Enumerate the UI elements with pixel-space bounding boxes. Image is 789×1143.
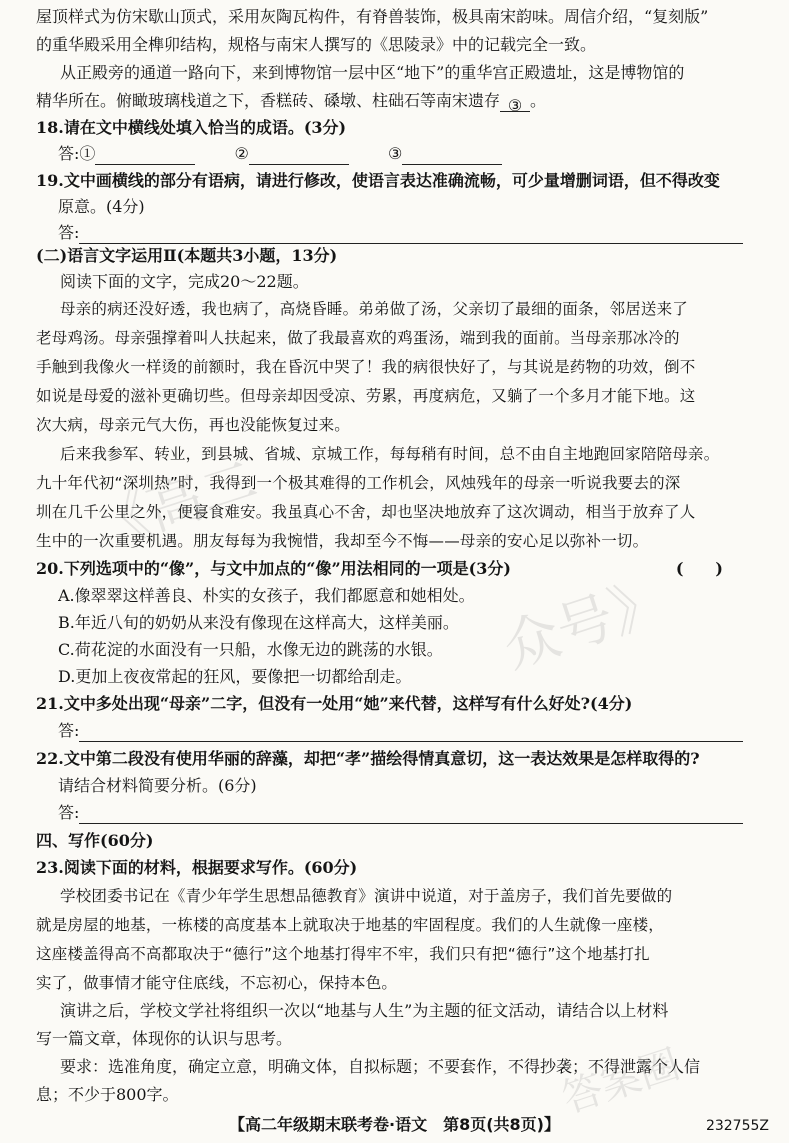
material-line: 演讲之后，学校文学社将组织一次以“地基与人生”为主题的征文活动，请结合以上材料 <box>60 1001 669 1020</box>
answer-paren[interactable]: ( ) <box>675 559 723 578</box>
passage-line: 九十年代初“深圳热”时，我得到一个极其难得的工作机会，风烛残年的母亲一听说我要去的深 <box>36 474 681 492</box>
question-21: 21.文中多处出现“母亲”二字，但没有一处用“她”来代替，这样写有什么好处?(4分) <box>36 694 633 713</box>
instruction: 阅读下面的文字，完成20～22题。 <box>60 272 309 291</box>
requirements-cont: 息；不少于800字。 <box>36 1085 179 1104</box>
text-line: 屋顶样式为仿宋歇山顶式，采用灰陶瓦构件，有脊兽装饰，极具南宋韵味。周信介绍，“复刻版” <box>36 7 709 26</box>
blank-3-answer[interactable] <box>402 148 502 165</box>
answer-19: 答: <box>58 222 759 244</box>
passage-line: 圳在几千公里之外，便寝食难安。我虽真心不舍，却也坚决地放弃了这次调动，相当于放弃了人 <box>36 503 696 521</box>
requirements: 要求：选准角度，确定立意，明确文体，自拟标题；不要套作，不得抄袭；不得泄露个人信 <box>60 1057 701 1076</box>
answer-line[interactable] <box>79 807 743 824</box>
answer-line[interactable] <box>79 227 743 244</box>
answer-22: 答: <box>58 802 759 824</box>
question-20: 20.下列选项中的“像”，与文中加点的“像”用法相同的一项是(3分) ( ) <box>36 559 723 578</box>
passage-line: 次大病，母亲元气大伤，再也没能恢复过来。 <box>36 416 351 434</box>
watermark: 众号》 <box>495 567 676 682</box>
option-d[interactable]: D.更加上夜夜常起的狂风，要像把一切都给刮走。 <box>58 667 412 686</box>
watermark-logo: 答案圈 <box>556 1041 686 1123</box>
question-23: 23.阅读下面的材料，根据要求写作。(60分) <box>36 858 358 877</box>
text-line: 精华所在。俯瞰玻璃栈道之下，香糕砖、磉墩、柱础石等南宋遗存 ③ 。 <box>36 91 547 112</box>
blank-2[interactable] <box>249 148 349 165</box>
passage-line: 生中的一次重要机遇。朋友每每为我惋惜，我却至今不悔——母亲的安心足以弥补一切。 <box>36 532 649 550</box>
material-line: 实了，做事情才能守住底线，不忘初心，保持本色。 <box>36 974 398 992</box>
passage-line: 老母鸡汤。母亲强撑着叫人扶起来，做了我最喜欢的鸡蛋汤，端到我的面前。当母亲那冰冷的 <box>36 329 680 347</box>
question-22: 22.文中第二段没有使用华丽的辞藻，却把“孝”描绘得情真意切，这一表达效果是怎样取得的? <box>36 749 700 768</box>
option-a[interactable]: A.像翠翠这样善良、朴实的女孩子，我们都愿意和她相处。 <box>58 586 475 605</box>
option-b[interactable]: B.年近八旬的奶奶从来没有像现在这样高大，这样美丽。 <box>58 613 459 632</box>
material-line: 这座楼盖得高不高都取决于“德行”这个地基打得牢不牢，我们只有把“德行”这个地基打扎 <box>36 945 650 963</box>
option-c[interactable]: C.荷花淀的水面没有一只船，水像无边的跳荡的水银。 <box>58 640 443 659</box>
material-line: 学校团委书记在《青少年学生思想品德教育》演讲中说道，对于盖房子，我们首先要做的 <box>60 887 673 905</box>
blank-3[interactable]: ③ <box>500 95 530 112</box>
answer-18: 答:① ② ③ <box>58 143 759 165</box>
material-line: 就是房屋的地基，一栋楼的高度基本上就取决于地基的牢固程度。我们的人生就像一座楼， <box>36 916 665 934</box>
section-heading: (二)语言文字运用Ⅱ(本题共3小题，13分) <box>36 246 338 265</box>
question-22-cont: 请结合材料简要分析。(6分) <box>58 776 257 795</box>
exam-code: 232755Z <box>705 1118 769 1134</box>
passage-line: 如说是母爱的滋补更确切些。但母亲却因受凉、劳累，再度病危，又躺了一个多月才能下地。这 <box>36 387 696 405</box>
passage-line: 后来我参军、转业，到县城、省城、京城工作，每每稍有时间，总不由自主地跑回家陪陪母亲。 <box>60 445 720 463</box>
text-line: 的重华殿采用全榫卯结构，规格与南宋人撰写的《思陵录》中的记载完全一致。 <box>36 35 597 54</box>
question-19: 19.文中画横线的部分有语病，请进行修改，使语言表达准确流畅，可少量增删词语，但不得改变 <box>36 171 720 190</box>
page-footer: 【高二年级期末联考卷·语文 第8页(共8页)】 <box>229 1115 560 1134</box>
answer-21: 答: <box>58 720 759 742</box>
passage-line: 母亲的病还没好透，我也病了，高烧昏睡。弟弟做了汤，父亲切了最细的面条，邻居送来了 <box>60 300 689 318</box>
material-line: 写一篇文章，体现你的认识与思考。 <box>36 1029 293 1048</box>
blank-1[interactable] <box>95 148 195 165</box>
text-line: 从正殿旁的通道一路向下，来到博物馆一层中区“地下”的重华宫正殿遗址，这是博物馆的 <box>60 63 685 82</box>
question-18: 18.请在文中横线处填入恰当的成语。(3分) <box>36 118 347 137</box>
watermark: 《高二 <box>85 447 266 562</box>
section-heading: 四、写作(60分) <box>36 831 154 850</box>
question-19-cont: 原意。(4分) <box>58 197 145 216</box>
answer-line[interactable] <box>79 725 743 742</box>
passage-line: 手触到我像火一样烫的前额时，我在昏沉中哭了！我的病很快好了，与其说是药物的功效，倒不 <box>36 358 696 376</box>
